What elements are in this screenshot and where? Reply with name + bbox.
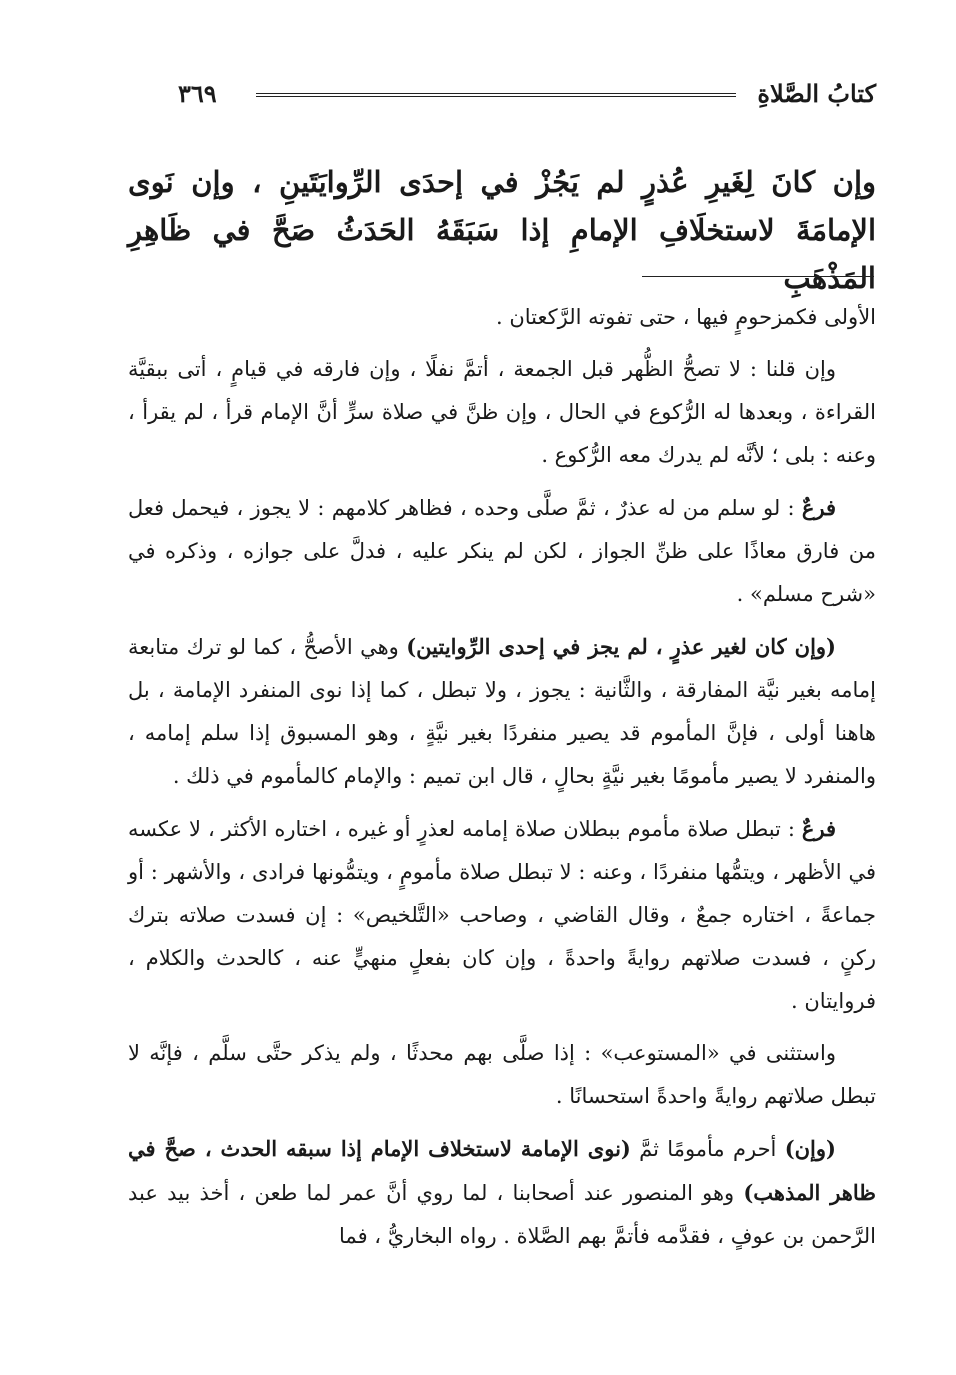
running-title: كتابُ الصَّلاةِ — [757, 79, 876, 108]
branch-label: فرعٌ — [801, 816, 836, 841]
commentary-paragraph-4: (وإن كان لغير عذرٍ ، لم يجز في إحدى الرِّوايتين) وهي الأصحُّ ، كما لو ترك متابعة إمامه بغير نيَّة المفارقة ، والثَّانية : يجوز ، ولا تبطل ، كما إذا نوى المنفرد الإمامة ، بل هاهنا أولى ، فإنَّ المأموم قد يصير منفردًا بغير نيَّةٍ ، وهو المسبوق إذا سلم إمامه ، والمنفرد لا يصير مأمومًا بغير نيَّةٍ بحالٍ ، قال ابن تميم : والإمام كالمأموم في ذلك . — [128, 634, 876, 788]
commentary-paragraph-5: فرعٌ : تبطل صلاة مأموم ببطلان صلاة إمامه لعذرٍ أو غيره ، اختاره الأكثر ، لا عكسه في الأظهر ، ويتمُّها منفردًا ، وعنه : لا تبطل صلاة مأمومٍ ، ويتمُّونها فرادى ، والأشهر : أو جماعةً ، اختاره جمعٌ ، وقال القاضي ، وصاحب «التَّلخيص» : إن فسدت صلاته بترك ركنٍ ، فسدت صلاتهم روايةً واحدةً ، وإن كان بفعلٍ منهيٍّ عنه ، كالحدث والكلام ، فروايتان . — [128, 816, 876, 1013]
quoted-matn: (وإن) — [784, 1136, 836, 1161]
main-text — [128, 158, 876, 302]
quoted-matn: (نوى الإمامة لاستخلاف الإمام إذا سبقه الحدث ، صحَّ في ظاهر المذهب) — [128, 1136, 876, 1205]
commentary-paragraph-3: فرعٌ : لو سلم من له عذرٌ ، ثمَّ صلَّى وحده ، فظاهر كلامهم : لا يجوز ، فيحمل فعل من فارق معاذًا على ظنِّ الجواز ، لكن لم ينكر عليه ، فدلَّ على جوازه ، وذكره في «شرح مسلم» . — [128, 495, 876, 606]
quoted-matn: (وإن كان لغير عذرٍ ، لم يجز في إحدى الرِّوايتين) — [406, 634, 836, 659]
header-rule — [256, 93, 736, 97]
branch-label: فرعٌ — [801, 495, 836, 520]
commentary-paragraph-6: واستثنى في «المستوعب» : إذا صلَّى بهم محدثًا ، ولم يذكر حتَّى سلَّم ، فإنَّه لا تبطل صلاتهم روايةً واحدةً استحسانًا . — [128, 1041, 876, 1108]
commentary-paragraph-1: الأولى فكمزحومٍ فيها ، حتى تفوته الرَّكعتان . — [495, 305, 876, 329]
separator-rule — [642, 276, 874, 277]
commentary-paragraph-2: وإن قلنا : لا تصحُّ الظُّهر قبل الجمعة ، أتمَّ نفلًا ، وإن فارقه في قيامٍ ، أتى ببقيَّة القراءة ، وبعدها له الرُّكوع في الحال ، وإن ظنَّ في صلاة سرٍّ أنَّ الإمام قرأ ، لم يقرأ ، وعنه : بلى ؛ لأنَّه لم يدرك معه الرُّكوع . — [128, 357, 876, 467]
commentary-paragraph-7: (وإن) أحرم مأمومًا ثمَّ (نوى الإمامة لاستخلاف الإمام إذا سبقه الحدث ، صحَّ في ظاهر المذهب) وهو المنصور عند أصحابنا ، لما روي أنَّ عمر لما طعن ، أخذ بيد عبد الرَّحمن بن عوفٍ ، فقدَّمه فأتمَّ بهم الصَّلاة . رواه البخاريُّ ، فما — [128, 1136, 876, 1248]
page-number: ٣٦٩ — [178, 79, 217, 108]
commentary — [128, 296, 876, 1267]
main-text-paragraph: وإن كانَ لِغَيرِ عُذرٍ لم يَجُزْ في إحدَى الرِّوايَتَينِ ، وإن نَوى الإمامَةَ لاستخلَافِ الإمامِ إذا سَبَقَهُ الحَدَثُ صَحَّ في ظَاهِرِ المَذْهَبِ — [128, 165, 876, 295]
page-header — [130, 74, 876, 114]
